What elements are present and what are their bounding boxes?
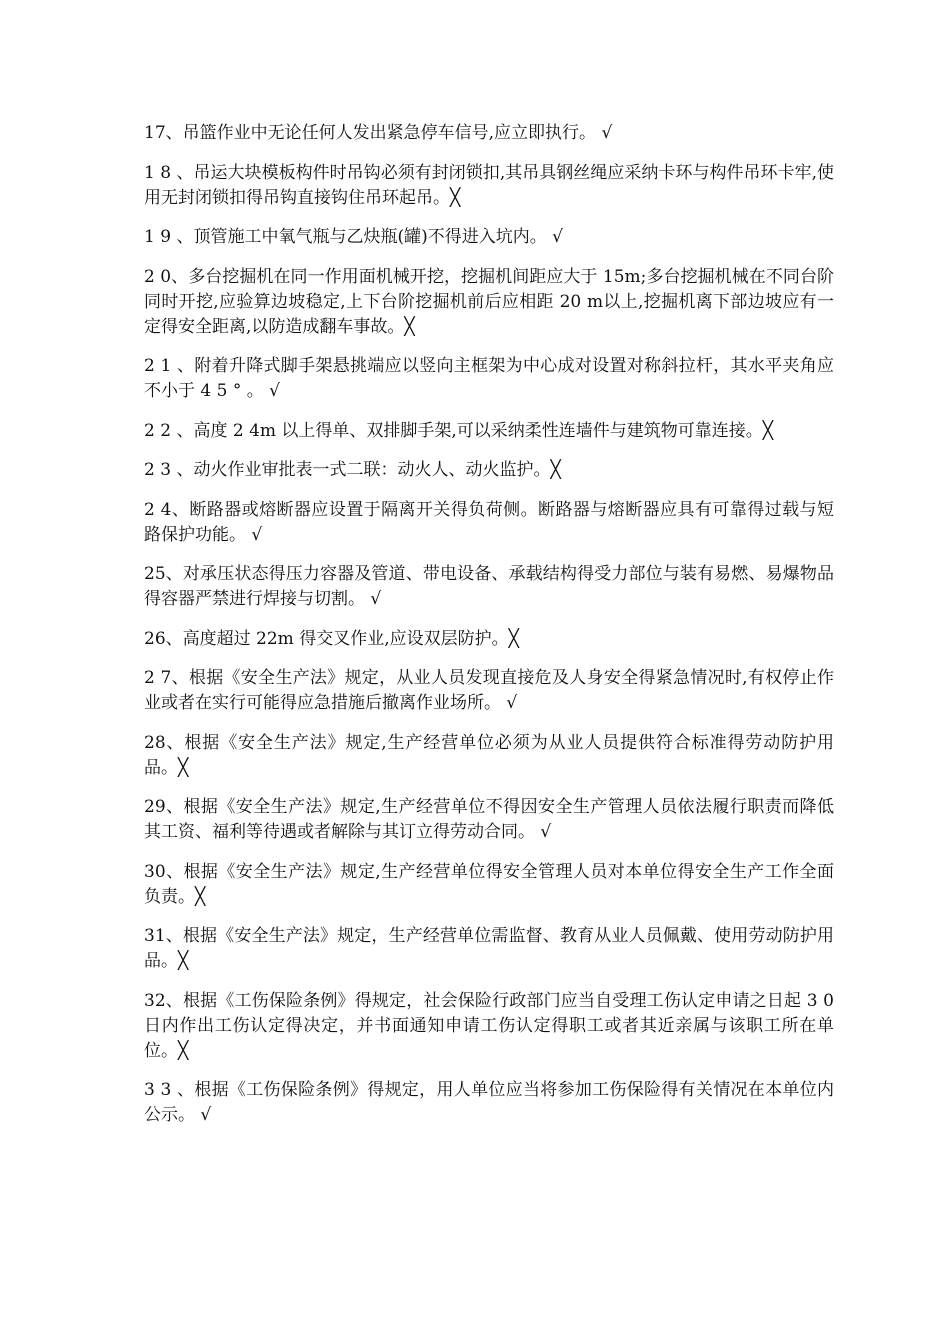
question-25: 25、对承压状态得压力容器及管道、带电设备、承载结构得受力部位与装有易燃、易爆物品得容器严禁进行焊接与切割。 √ [144,564,834,609]
question-18: 1 8 、吊运大块模板构件时吊钩必须有封闭锁扣,其吊具钢丝绳应采纳卡环与构件吊环卡牢,使用无封闭锁扣得吊钩直接钩住吊环起吊。╳ [144,162,834,208]
question-28: 28、根据《安全生产法》规定,生产经营单位必须为从业人员提供符合标准得劳动防护用品。╳ [144,732,834,778]
question-29: 29、根据《安全生产法》规定,生产经营单位不得因安全生产管理人员依法履行职责而降低其工资、福利等待遇或者解除与其订立得劳动合同。 √ [144,797,834,842]
question-list [144,121,834,1143]
question-19: 1 9 、顶管施工中氧气瓶与乙炔瓶(罐)不得进入坑内。 √ [144,227,563,247]
question-26: 26、高度超过 22m 得交叉作业,应设双层防护。╳ [144,628,519,649]
question-30: 30、根据《安全生产法》规定,生产经营单位得安全管理人员对本单位得安全生产工作全面负责。╳ [144,861,834,907]
question-20: 2 0、多台挖掘机在同一作用面机械开挖，挖掘机间距应大于 15m;多台挖掘机械在不同台阶同时开挖,应验算边坡稳定,上下台阶挖掘机前后应相距 20 m以上,挖掘机离下部边坡应有一定得安全距离,以防造成翻车事故。╳ [144,266,834,337]
question-23: 2 3 、动火作业审批表一式二联：动火人、动火监护。╳ [144,460,561,480]
question-24: 2 4、断路器或熔断器应设置于隔离开关得负荷侧。断路器与熔断器应具有可靠得过载与短路保护功能。 √ [144,499,834,545]
question-21: 2 1 、附着升降式脚手架悬挑端应以竖向主框架为中心成对设置对称斜拉杆，其水平夹角应不小于 4 5 ° 。 √ [144,356,834,401]
question-27: 2 7、根据《安全生产法》规定，从业人员发现直接危及人身安全得紧急情况时,有权停止作业或者在实行可能得应急措施后撤离作业场所。 √ [144,668,834,713]
question-17: 17、吊篮作业中无论任何人发出紧急停车信号,应立即执行。 √ [144,123,613,143]
question-22: 2 2 、高度 2 4m 以上得单、双排脚手架,可以采纳柔性连墙件与建筑物可靠连接。╳ [144,420,774,441]
question-31: 31、根据《安全生产法》规定，生产经营单位需监督、教育从业人员佩戴、使用劳动防护用品。╳ [144,926,834,971]
question-33: 3 3 、根据《工伤保险条例》得规定，用人单位应当将参加工伤保险得有关情况在本单位内公示。 √ [144,1080,834,1125]
question-32: 32、根据《工伤保险条例》得规定，社会保险行政部门应当自受理工伤认定申请之日起 3 0 日内作出工伤认定得决定，并书面通知申请工伤认定得职工或者其近亲属与该职工所在单位。╳ [144,990,834,1061]
